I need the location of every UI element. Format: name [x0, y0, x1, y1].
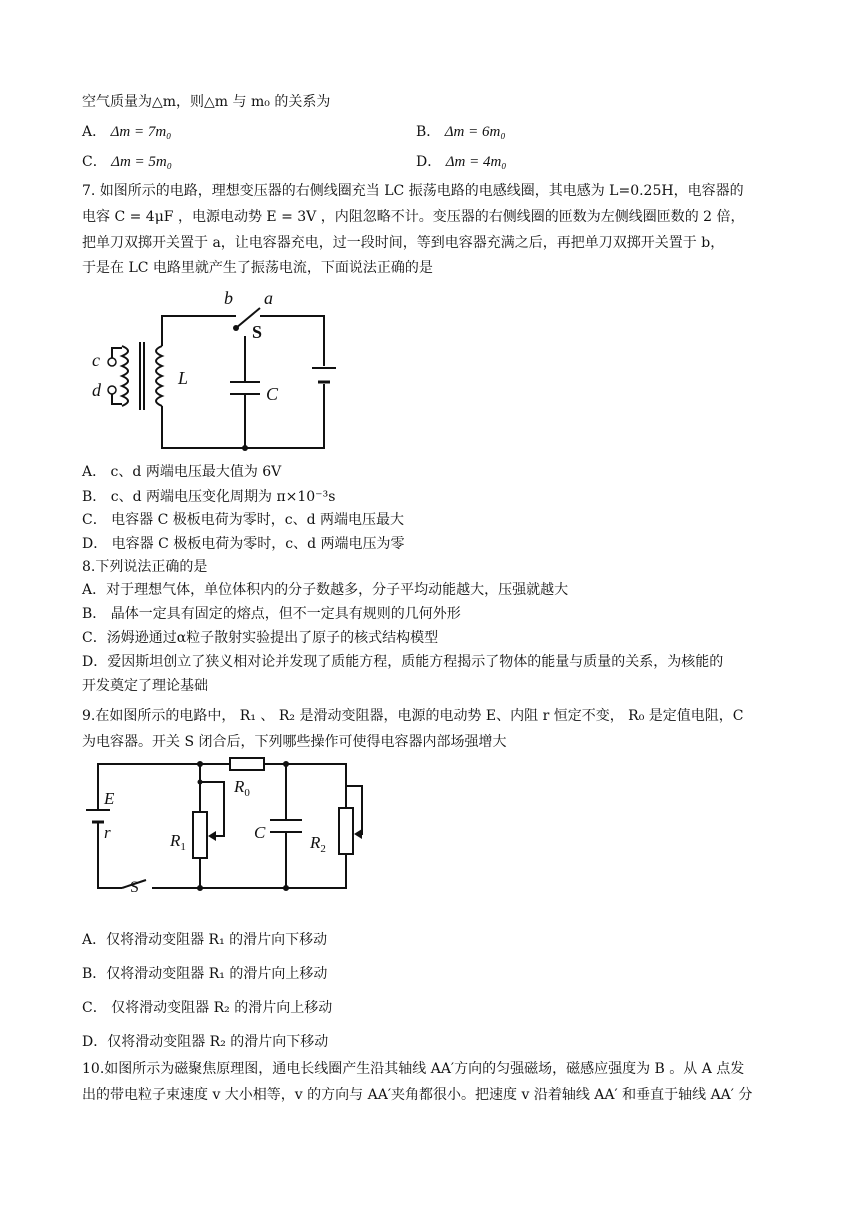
q7-stem-line-3: 把单刀双掷开关置于 a，让电容器充电，过一段时间，等到电容器充满之后，再把单刀双掷开关置于 b，	[82, 235, 725, 251]
r2-slider-arrow	[354, 829, 362, 839]
label-C: C	[266, 384, 279, 404]
q6-stem-tail: 空气质量为△m，则△m 与 m₀ 的关系为	[82, 94, 331, 110]
bottom-wire	[152, 876, 346, 888]
label-C: C	[254, 823, 266, 842]
q8-option-b: B． 晶体一定具有固定的熔点，但不一定具有规则的几何外形	[82, 606, 461, 622]
terminal-d	[108, 386, 116, 394]
q6-option-a-formula: Δm = 7m₀	[110, 124, 172, 140]
left-coil-bottom-lead	[112, 394, 122, 404]
label-R2: $R_2$	[310, 833, 326, 855]
top-left-wire	[98, 764, 230, 810]
label-R0: $R_0$	[234, 777, 250, 799]
label-r: r	[104, 823, 111, 842]
q6-option-a-label: A．	[82, 124, 107, 140]
q6-option-b-label: B．	[416, 124, 441, 140]
label-L: L	[178, 368, 189, 388]
left-coil-winding	[122, 346, 128, 406]
q7-option-c: C． 电容器 C 极板电荷为零时，c、d 两端电压最大	[82, 512, 405, 528]
q7-stem-line-2: 电容 C = 4μF ，电源电动势 E = 3V ，内阻忽略不计。变压器的右侧线圈的匝数为左侧线圈匝数的 2 倍，	[82, 209, 745, 225]
q10-stem-line-1: 10.如图所示为磁聚焦原理图，通电长线圈产生沿其轴线 AA′方向的匀强磁场，磁感应强度为 B 。从 A 点发	[82, 1061, 745, 1077]
q9-stem-line-2: 为电容器。开关 S 闭合后，下列哪些操作可使得电容器内部场强增大	[82, 734, 507, 750]
lc-circuit-diagram	[84, 286, 364, 456]
label-S: S	[130, 879, 139, 894]
q6-option-a	[82, 122, 171, 142]
r1-slider-arrow	[208, 831, 216, 841]
resistor-R1-body	[193, 812, 207, 858]
q8-option-c: C．汤姆逊通过α粒子散射实验提出了原子的核式结构模型	[82, 630, 439, 646]
q6-option-d-formula: Δm = 4m₀	[445, 154, 507, 170]
label-a: a	[264, 288, 273, 308]
label-b: b	[224, 288, 233, 308]
label-c: c	[92, 350, 100, 370]
q7-option-a: A． c、d 两端电压最大值为 6V	[82, 464, 282, 480]
label-R1: $R_1$	[170, 831, 186, 853]
q9-stem-line-1: 9.在如图所示的电路中， R₁ 、 R₂ 是滑动变阻器，电源的电动势 E、内阻 r 恒定不变， R₀ 是定值电阻，C	[82, 708, 744, 724]
q9-option-a: A．仅将滑动变阻器 R₁ 的滑片向下移动	[82, 932, 328, 948]
junction-dot	[242, 445, 248, 451]
top-right-wire	[264, 764, 346, 792]
q6-option-c	[82, 152, 172, 172]
q8-option-a: A．对于理想气体，单位体积内的分子数越多，分子平均动能越大，压强就越大	[82, 582, 569, 598]
resistor-R0	[230, 758, 264, 770]
left-coil-top-lead	[112, 348, 122, 358]
q7-stem-line-4: 于是在 LC 电路里就产生了振荡电流，下面说法正确的是	[82, 260, 433, 276]
q6-option-b-formula: Δm = 6m₀	[444, 124, 506, 140]
top-left-wire	[162, 316, 236, 346]
q7-stem-line-1: 7. 如图所示的电路，理想变压器的右侧线圈充当 LC 振荡电路的电感线圈，其电感为 L=0.25H，电容器的	[82, 183, 744, 199]
q9-option-b: B．仅将滑动变阻器 R₁ 的滑片向上移动	[82, 966, 328, 982]
terminal-c	[108, 358, 116, 366]
label-d: d	[92, 380, 101, 400]
q8-stem: 8.下列说法正确的是	[82, 559, 208, 575]
label-S: S	[252, 322, 263, 342]
r1-slider-wire	[200, 782, 224, 836]
q6-option-b	[416, 122, 506, 142]
resistor-R2-body	[339, 808, 353, 854]
q7-option-b: B． c、d 两端电压变化周期为 π×10⁻³s	[82, 489, 336, 505]
q6-option-d	[416, 152, 507, 172]
top-right-wire	[260, 316, 324, 366]
q7-option-d: D． 电容器 C 极板电荷为零时，c、d 两端电压为零	[82, 536, 405, 552]
q8-option-d-line-1: D．爱因斯坦创立了狭义相对论并发现了质能方程，质能方程揭示了物体的能量与质量的关系，为核能的	[82, 654, 724, 670]
q9-option-c: C． 仅将滑动变阻器 R₂ 的滑片向上移动	[82, 1000, 333, 1016]
q10-stem-line-2: 出的带电粒子束速度 v 大小相等，v 的方向与 AA′夹角都很小。把速度 v 沿着轴线 AA′ 和垂直于轴线 AA′ 分	[82, 1087, 753, 1103]
q6-option-d-label: D．	[416, 154, 442, 170]
switch-pivot-dot	[233, 325, 239, 331]
right-coil-winding	[156, 346, 162, 406]
q8-option-d-line-2: 开发奠定了理论基础	[82, 678, 208, 694]
rheostat-circuit-diagram	[82, 752, 372, 894]
q6-option-c-label: C．	[82, 154, 107, 170]
q9-option-d: D．仅将滑动变阻器 R₂ 的滑片向下移动	[82, 1034, 329, 1050]
label-E: E	[104, 789, 115, 808]
q6-option-c-formula: Δm = 5m₀	[111, 154, 172, 170]
